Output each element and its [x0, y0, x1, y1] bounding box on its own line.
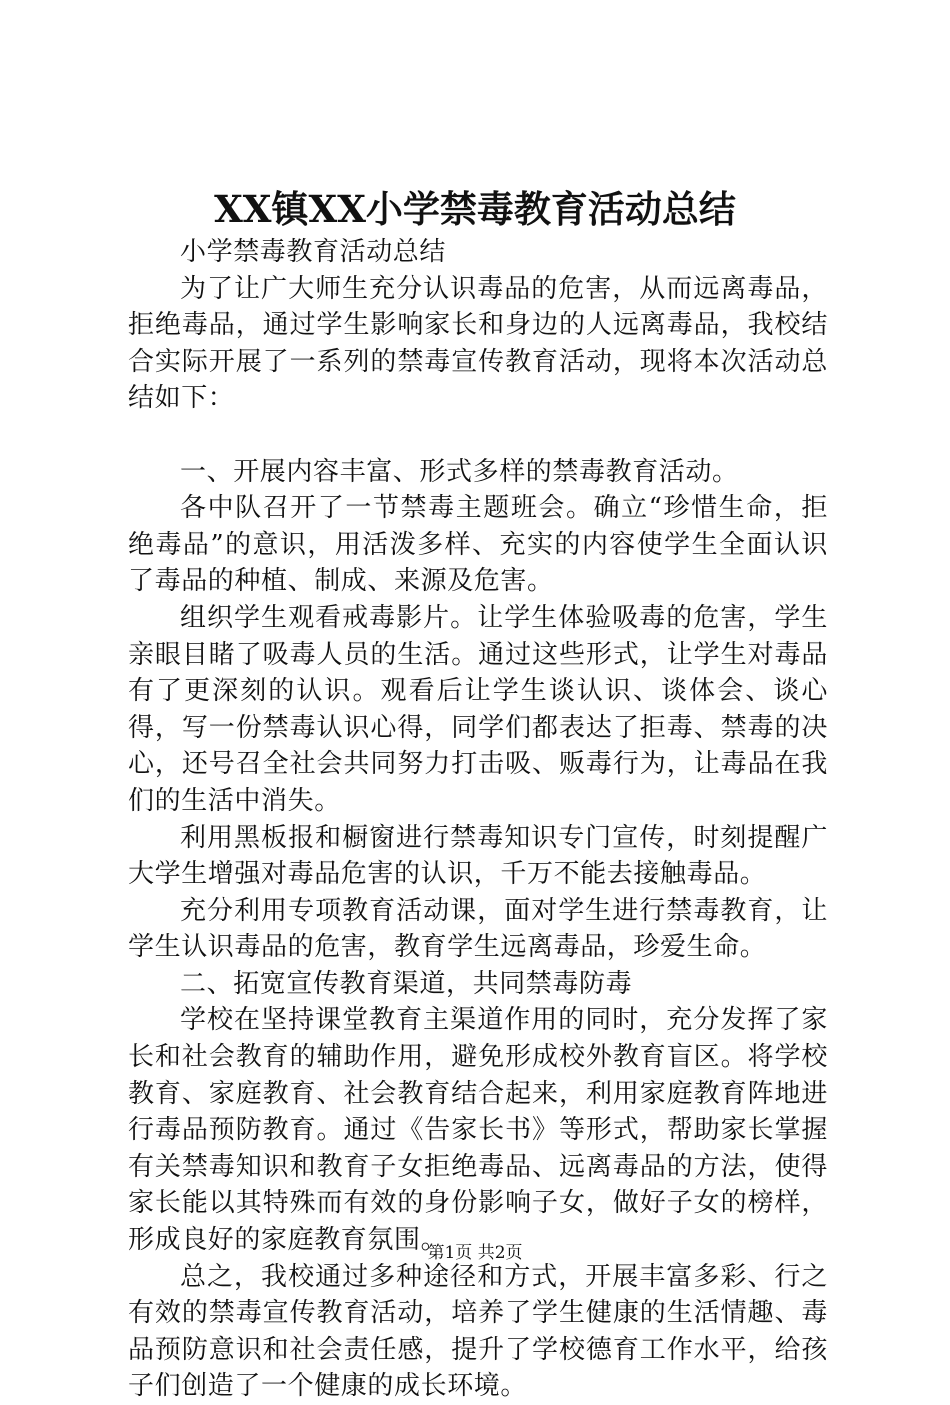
body-paragraph: 充分利用专项教育活动课，面对学生进行禁毒教育，让学生认识毒品的危害，教育学生远离毒品，珍爱生命。: [128, 895, 828, 963]
page-title: XX镇XX小学禁毒教育活动总结: [214, 187, 736, 231]
conclusion-paragraph: 总之，我校通过多种途径和方式，开展丰富多彩、行之有效的禁毒宣传教育活动，培养了学生健康的生活情趣、毒品预防意识和社会责任感，提升了学校德育工作水平，给孩子们创造了一个健康的成长环境。: [128, 1261, 828, 1402]
document-body: [128, 234, 828, 1405]
body-paragraph: 各中队召开了一节禁毒主题班会。确立“珍惜生命，拒绝毒品”的意识，用活泼多样、充实的内容使学生全面认识了毒品的种植、制成、来源及危害。: [128, 493, 828, 597]
body-paragraph: 组织学生观看戒毒影片。让学生体验吸毒的危害，学生亲眼目睹了吸毒人员的生活。通过这些形式，让学生对毒品有了更深刻的认识。观看后让学生谈认识、谈体会、谈心得，写一份禁毒认识心得，同学们都表达了拒毒、禁毒的决心，还号召全社会共同努力打击吸、贩毒行为，让毒品在我们的生活中消失。: [128, 602, 828, 816]
page-indicator: 第1页 共2页: [427, 1243, 523, 1263]
intro-paragraph: 为了让广大师生充分认识毒品的危害，从而远离毒品，拒绝毒品，通过学生影响家长和身边的人远离毒品，我校结合实际开展了一系列的禁毒宣传教育活动，现将本次活动总结如下：: [128, 273, 828, 414]
body-paragraph: 学校在坚持课堂教育主渠道作用的同时，充分发挥了家长和社会教育的辅助作用，避免形成校外教育盲区。将学校教育、家庭教育、社会教育结合起来，利用家庭教育阵地进行毒品预防教育。通过《告家长书》等形式，帮助家长掌握有关禁毒知识和教育子女拒绝毒品、远离毒品的方法，使得家长能以其特殊而有效的身份影响子女，做好子女的榜样，形成良好的家庭教育氛围。: [128, 1005, 828, 1256]
body-paragraph: 利用黑板报和橱窗进行禁毒知识专门宣传，时刻提醒广大学生增强对毒品危害的认识，千万不能去接触毒品。: [128, 822, 828, 890]
section-heading-2: 二、拓宽宣传教育渠道，共同禁毒防毒: [180, 968, 633, 999]
subtitle-paragraph: 小学禁毒教育活动总结: [180, 237, 447, 267]
section-heading-1: 一、开展内容丰富、形式多样的禁毒教育活动。: [180, 456, 739, 487]
